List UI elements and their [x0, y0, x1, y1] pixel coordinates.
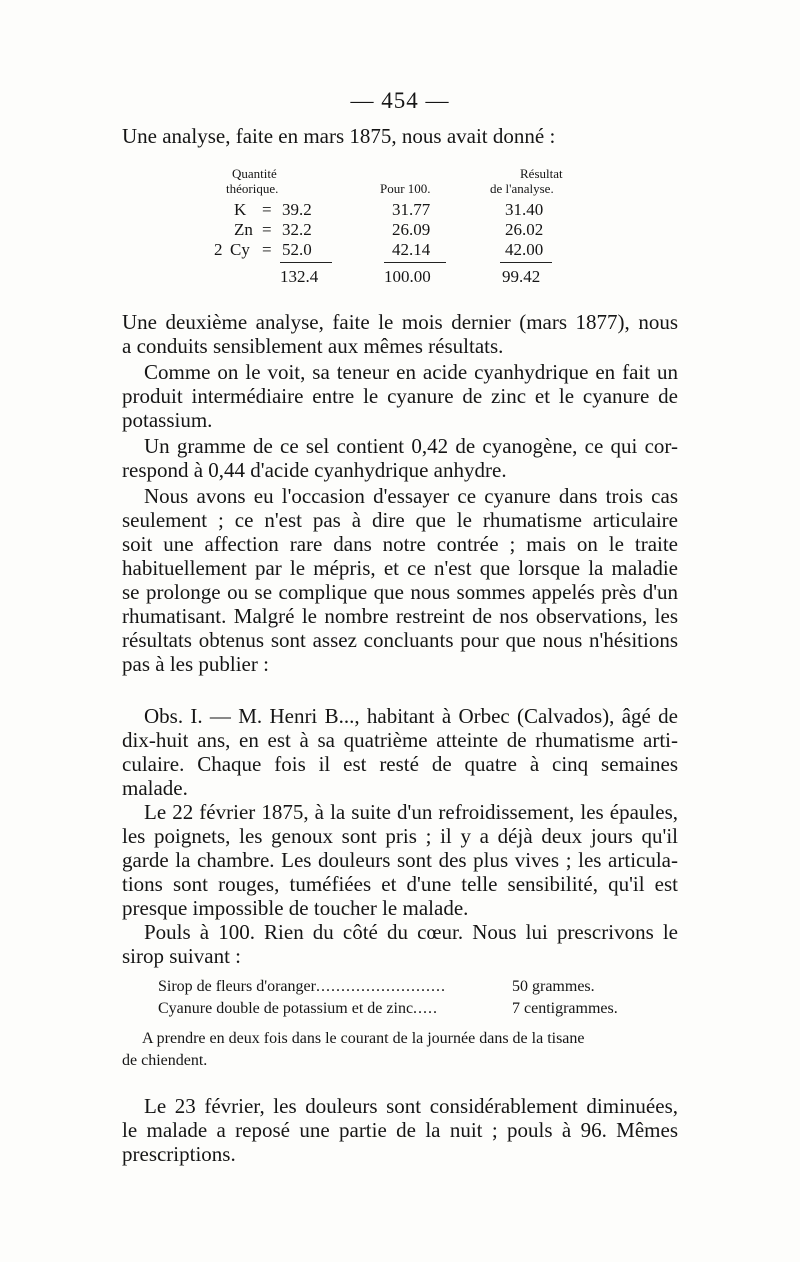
final-line: prescriptions.: [122, 1142, 236, 1166]
total-rule-resultat: [500, 262, 552, 263]
text-line: résultats obtenus sont assez concluants pour que nous n'hésitions: [122, 628, 678, 652]
text-line: pas à les publier :: [122, 652, 269, 676]
text-line: respond à 0,44 d'acide cyanhydrique anhydre.: [122, 458, 507, 482]
obs-line: garde la chambre. Les douleurs sont des plus vives ; les articula-: [122, 848, 678, 872]
row2-theorique: 32.2: [282, 220, 312, 239]
prescription-item: [158, 1000, 438, 1018]
row3-eq: =: [262, 240, 272, 259]
prescription-item-name: Sirop de fleurs d'oranger: [158, 978, 316, 995]
prescription-qty: 7 centigrammes.: [512, 1000, 618, 1017]
text-line: seulement ; ce n'est pas à dire que le rhumatisme articulaire: [122, 508, 678, 532]
total-pour100: 100.00: [384, 267, 431, 286]
text-line: produit intermédiaire entre le cyanure de zinc et le cyanure de: [122, 384, 678, 408]
total-rule-theorique: [280, 262, 332, 263]
header-quantite-2: théorique.: [226, 181, 279, 196]
row2-eq: =: [262, 220, 272, 239]
text-line: Nous avons eu l'occasion d'essayer ce cyanure dans trois cas: [144, 484, 678, 508]
prescription-dots: .....: [413, 1000, 439, 1017]
total-theorique: 132.4: [280, 267, 319, 286]
prescription-qty: 50 grammes.: [512, 978, 595, 995]
final-line: Le 23 février, les douleurs sont considérablement diminuées,: [144, 1094, 678, 1118]
row1-theorique: 39.2: [282, 200, 312, 219]
prescription-dots: ..........................: [315, 978, 446, 995]
text-line: rhumatisant. Malgré le nombre restreint de nos observations, les: [122, 604, 678, 628]
row2-element: Zn: [234, 220, 253, 239]
obs-line: Obs. I. — M. Henri B..., habitant à Orbec (Calvados), âgé de: [144, 704, 678, 728]
obs-line: culaire. Chaque fois il est resté de quatre à cinq semaines: [122, 752, 678, 776]
page-number: — 454 —: [350, 88, 450, 113]
obs-line: presque impossible de toucher le malade.: [122, 896, 469, 920]
obs-line: sirop suivant :: [122, 944, 241, 968]
row3-pour100: 42.14: [392, 240, 431, 259]
header-resultat-2: de l'analyse.: [490, 181, 554, 196]
text-line: Un gramme de ce sel contient 0,42 de cyanogène, ce qui cor-: [144, 434, 678, 458]
text-line: soit une affection rare dans notre contrée ; mais on le traite: [122, 532, 678, 556]
header-resultat-1: Résultat: [520, 166, 563, 181]
text-line: potassium.: [122, 408, 213, 432]
intro-line: Une analyse, faite en mars 1875, nous avait donné :: [122, 124, 556, 148]
row3-coef: 2: [214, 240, 223, 259]
obs-line: tions sont rouges, tuméfiées et d'une telle sensibilité, qu'il est: [122, 872, 678, 896]
prescription-item-name: Cyanure double de potassium et de zinc: [158, 1000, 414, 1017]
row1-element: K: [234, 200, 247, 219]
row1-resultat: 31.40: [505, 200, 544, 219]
note-line: de chiendent.: [122, 1052, 208, 1069]
row2-pour100: 26.09: [392, 220, 431, 239]
text-line: se prolonge ou se complique que nous sommes appelés près d'un: [122, 580, 678, 604]
obs-line: les poignets, les genoux sont pris ; il y a déjà deux jours qu'il: [122, 824, 678, 848]
total-rule-pour100: [384, 262, 446, 263]
header-quantite-1: Quantité: [232, 166, 277, 181]
obs-line: Le 22 février 1875, à la suite d'un refroidissement, les épaules,: [144, 800, 678, 824]
text-line: habituellement par le mépris, et ce n'est que lorsque la maladie: [122, 556, 678, 580]
row1-pour100: 31.77: [392, 200, 431, 219]
obs-line: Pouls à 100. Rien du côté du cœur. Nous lui prescrivons le: [144, 920, 678, 944]
row3-theorique: 52.0: [282, 240, 312, 259]
total-resultat: 99.42: [502, 267, 541, 286]
obs-line: dix-huit ans, en est à sa quatrième atteinte de rhumatisme arti-: [122, 728, 678, 752]
header-pour100: Pour 100.: [380, 181, 431, 196]
row3-resultat: 42.00: [505, 240, 544, 259]
row3-element: Cy: [230, 240, 250, 259]
row1-eq: =: [262, 200, 272, 219]
row2-resultat: 26.02: [505, 220, 544, 239]
text-line: Une deuxième analyse, faite le mois dernier (mars 1877), nous: [122, 310, 678, 334]
note-line: A prendre en deux fois dans le courant de la journée dans de la tisane: [142, 1030, 585, 1047]
obs-line: malade.: [122, 776, 188, 800]
text-line: Comme on le voit, sa teneur en acide cyanhydrique en fait un: [144, 360, 678, 384]
text-line: a conduits sensiblement aux mêmes résultats.: [122, 334, 504, 358]
final-line: le malade a reposé une partie de la nuit ; pouls à 96. Mêmes: [122, 1118, 678, 1142]
prescription-item: [158, 978, 446, 996]
